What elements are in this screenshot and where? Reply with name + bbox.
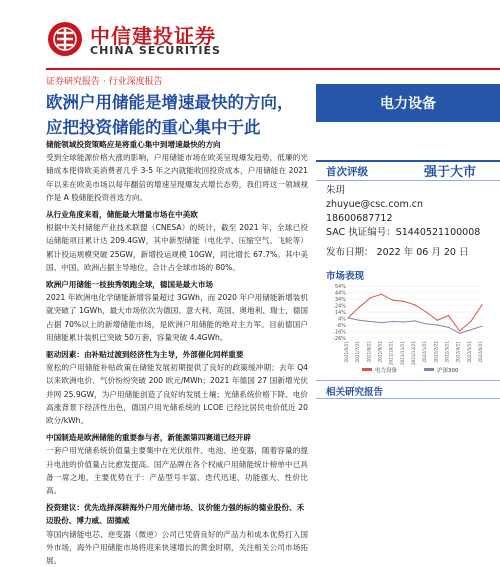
report-title-line2: 应把投资储能的重心集中于此: [46, 118, 261, 137]
y-tick-label: 24%: [334, 303, 346, 310]
report-title-line1: 欧洲户用储能是增速最快的方向，: [46, 93, 294, 112]
related-reports-label: 相关研究报告: [326, 387, 384, 398]
market-performance-label: 市场表现: [326, 271, 365, 282]
x-tick-label: 2021/11/21: [399, 341, 405, 366]
report-category: 证券研究报告 · 行业深度报告: [46, 77, 163, 87]
series-point: [347, 317, 348, 318]
x-tick-label: 2022/6/21: [478, 341, 483, 363]
y-tick-label: 44%: [334, 290, 346, 297]
section-body: 宽松的户用储能补贴政策在储能发展初期提供了良好的政策缓冲期；去年 Q4 以来欧洲电价、气价纷纷突破 200 欧元/MWh；2021 年德国 27 国新增光伏并网 25.9GW，为户用储能创造了良好的发展土壤；光储系统价格下降、电价高涨背景下经济性出色，德国户用光储系统的 LCOE 已经比居民电价低近 20 欧分/kWh。: [46, 363, 308, 426]
series-point: [448, 327, 449, 328]
legend-swatch: [362, 368, 372, 371]
y-tick-label: -16%: [333, 329, 346, 336]
publish-date: 发布日期： 2022 年 06 月 20 日: [326, 247, 469, 258]
x-tick-label: 2022/1/21: [422, 341, 428, 363]
related-top-rule: [316, 380, 500, 381]
report-summary: [46, 134, 308, 567]
section-body: 2021 年欧洲电化学储能新增容量超过 3GWh，而 2020 年户用储能新增装机就突破了 1GWh，最大市场依次为德国、意大利、英国、奥地利、瑞士，德国占据 70%以上的新增储能市场，是欧洲户用储能的绝对主力军。目前德国户用储能累计装机已突破 50万套，容量突破 4.4GWh。: [46, 293, 308, 342]
series-point: [426, 323, 427, 324]
x-tick-label: 2021/9/21: [377, 341, 383, 363]
brand-name-en: CHINA SECURITIES: [90, 44, 221, 57]
analyst-sac: SAC 执证编号：S1440521100008: [326, 227, 481, 238]
rating-divider: [316, 180, 500, 181]
brand-name-cn: 中信建投证券: [90, 24, 216, 48]
series-point: [403, 321, 404, 322]
section-body: 受到全球能源价格大涨的影响，户用储能市场在欧美呈现爆发趋势，低廉的光储成本使得欧美消费者几乎 3-5 年之内就能收回投资成本，户用储能在 2021 年以来在欧美市场以每年翻倍的增速呈现爆发式增长态势，我们将这一领域视作是 A 股储能投资首选方向。: [46, 153, 308, 202]
analyst-email[interactable]: zhuyue@csc.com.cn: [326, 199, 423, 210]
series-point: [381, 322, 382, 323]
x-tick-label: 2021/8/21: [366, 341, 372, 363]
x-tick-label: 2021/7/21: [355, 341, 361, 363]
section-body: 等国内储能电芯、逆变器（微逆）公司已凭借良好的产品力和成本优势打入国外市场，海外户用储能市场将迎来快速增长的黄金时期，关注相关公司市场拓展。: [46, 529, 308, 566]
legend-label: 电力设备: [375, 368, 398, 374]
series-point: [437, 320, 438, 321]
series-line-0: [348, 294, 482, 331]
y-tick-label: -26%: [333, 336, 346, 342]
series-point: [481, 304, 482, 305]
series-point: [381, 294, 382, 295]
series-point: [459, 330, 460, 331]
series-point: [470, 329, 471, 330]
series-point: [448, 315, 449, 316]
series-point: [359, 307, 360, 308]
y-tick-label: -6%: [336, 323, 346, 329]
x-tick-label: 2022/4/21: [455, 341, 461, 363]
series-point: [370, 321, 371, 322]
series-point: [392, 321, 393, 322]
series-point: [426, 311, 427, 312]
section-body: 根据中关村储能产业技术联盟（CNESA）的统计，截至 2021 年，全球已投运储能项目累计达 209.4GW，其中新型储能（电化学、压缩空气、飞轮等）累计投运规模突破 25GW，新增投运规模 10GW，同比增长 67.7%。其中美国、中国、欧洲占据主导地位，合计占全球市场的 80%。: [46, 223, 308, 272]
section-body: 一套户用光储系统价值量主要集中在光伏组件、电池、逆变器，随着容量的提升电池的价值量占比愈发提高。国产品牌在各个权威户用储能统计榜单中已具备一席之地，主要优势在于：产品型号丰富、迭代迅速、功能强大、性价比高。: [46, 446, 308, 496]
x-tick-label: 2021/6/21: [344, 341, 349, 363]
series-point: [359, 320, 360, 321]
y-tick-label: 54%: [334, 284, 346, 290]
rating-value: 强于大市: [424, 165, 477, 180]
series-point: [470, 321, 471, 322]
report-title: [46, 90, 310, 140]
analyst-name: 朱玥: [326, 185, 346, 196]
section-head: 从行业角度来看，储能最大增量市场在中美欧: [46, 210, 198, 220]
analyst-phone: 18600687712: [326, 213, 393, 224]
series-point: [392, 300, 393, 301]
series-point: [403, 301, 404, 302]
section-head: 驱动因素：由补贴过渡到经济性为主导，外部催化同样重要: [46, 350, 244, 360]
sector-badge: 电力设备: [316, 84, 500, 122]
series-point: [459, 333, 460, 334]
series-point: [414, 304, 415, 305]
related-bottom-rule: [316, 398, 500, 399]
series-point: [481, 326, 482, 327]
x-tick-label: 2021/12/21: [411, 341, 416, 366]
series-point: [370, 297, 371, 298]
header-divider: [46, 68, 500, 70]
legend-swatch: [424, 368, 434, 371]
x-tick-label: 2021/10/21: [388, 341, 394, 366]
x-tick-label: 2022/5/21: [466, 341, 472, 363]
y-tick-label: 34%: [334, 297, 346, 303]
x-tick-label: 2022/3/21: [444, 341, 450, 363]
section-head: 中国制造是欧洲储能的重要参与者，新能源第四赛道已经开辟: [46, 433, 252, 443]
section-head: 欧洲户用储能一枝独秀领跑全球，德国是最大市场: [46, 280, 214, 290]
series-point: [437, 324, 438, 325]
y-tick-label: 14%: [334, 310, 346, 316]
series-point: [414, 320, 415, 321]
analyst-info: [326, 184, 480, 240]
legend-label: 沪深300: [437, 368, 459, 374]
series-line-1: [348, 318, 482, 333]
rating-label: 首次评级: [326, 166, 368, 178]
section-head: 投资建议：优先选择深耕海外户用光储市场、议价能力强的标的德业股份、禾迈股份、博力威、固德威: [46, 503, 305, 526]
x-tick-label: 2022/2/21: [433, 341, 439, 363]
company-logo-icon: [48, 22, 82, 56]
y-tick-label: 4%: [338, 316, 346, 323]
section-head: 储能领域投资策略应是将重心集中到增速最快的方向: [46, 140, 221, 149]
market-performance-chart: [322, 282, 492, 376]
